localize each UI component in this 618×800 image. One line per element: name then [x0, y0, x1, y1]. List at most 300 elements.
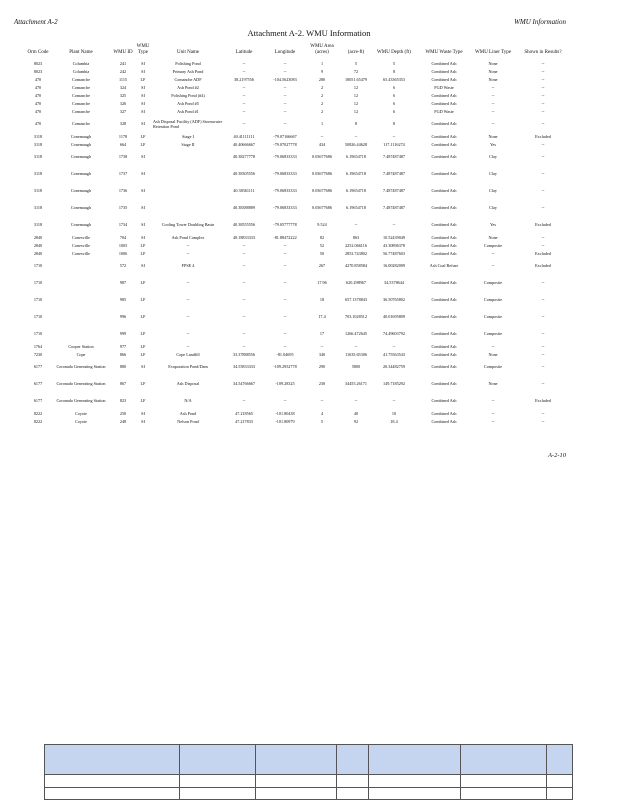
table-cell: -- — [354, 343, 358, 349]
table-cell: -- — [491, 100, 495, 106]
table-row — [26, 375, 574, 392]
table-cell: 572 — [119, 263, 127, 268]
table-cell: -- — [242, 250, 246, 256]
fragment-cell — [255, 787, 337, 799]
table-cell: -- — [242, 314, 246, 319]
table-cell: -- — [283, 242, 287, 248]
table-cell: 12 — [353, 100, 359, 106]
fragment-cell — [337, 787, 369, 799]
table-cell — [50, 308, 112, 325]
table-cell: 18051.65479 — [345, 76, 367, 82]
table-cell — [50, 291, 112, 308]
table-cell: Conemaugh — [70, 154, 92, 159]
table-cell: Comanche ADF — [174, 76, 202, 82]
table-cell: 657.1378843 — [345, 297, 367, 302]
table-cell: LF — [140, 141, 146, 147]
table-cell: -- — [541, 418, 545, 424]
table-cell: 40.38555556 — [233, 222, 255, 227]
table-cell: -- — [541, 297, 545, 302]
column-header: WMU Liner Type — [475, 50, 511, 55]
table-cell: Combined Ash — [431, 418, 457, 424]
table-cell: LF — [140, 351, 146, 357]
table-cell: -- — [541, 280, 545, 285]
table-cell: -- — [491, 84, 495, 90]
wmu-table-head — [26, 44, 574, 59]
table-row — [26, 257, 574, 274]
table-row — [26, 325, 574, 342]
table-cell: None — [488, 234, 498, 240]
table-cell: 38.2197556 — [234, 76, 254, 82]
table-cell: -- — [283, 100, 287, 106]
table-cell: -- — [186, 242, 190, 248]
table-cell: LF — [140, 297, 146, 302]
fragment-header-cell — [461, 745, 547, 775]
table-cell: -- — [186, 250, 190, 256]
table-cell: -- — [354, 398, 358, 403]
table-cell: 470 — [34, 108, 42, 114]
table-cell: 470 — [34, 100, 42, 106]
table-cell: Excluded — [535, 263, 551, 268]
table-cell: -- — [541, 364, 545, 369]
table-cell: 470 — [34, 92, 42, 98]
table-cell: -- — [541, 60, 545, 66]
table-cell: Combined Ash — [431, 364, 457, 369]
table-cell: 340 — [318, 351, 326, 357]
table-cell: 10 — [391, 410, 397, 416]
fragment-header-cell — [337, 745, 369, 775]
table-cell: 328 — [119, 121, 127, 126]
table-row — [26, 417, 574, 425]
table-cell: 8023 — [33, 60, 43, 66]
table-cell: SI — [141, 188, 145, 193]
table-cell: Coronado Generating Station — [56, 364, 106, 369]
table-cell: LF — [140, 76, 146, 82]
table-cell: -- — [491, 250, 495, 256]
table-cell: 52 — [319, 242, 325, 248]
table-cell — [50, 274, 112, 291]
table-cell: 2252.066116 — [345, 242, 367, 248]
table-cell: Clay — [489, 205, 497, 210]
table-cell: 6.19654718 — [346, 171, 366, 176]
table-cell: 34.5378644 — [384, 280, 404, 285]
table-cell: 2840 — [33, 234, 43, 240]
table-cell: -- — [491, 92, 495, 98]
fragment-header-cell — [179, 745, 255, 775]
table-cell: -- — [242, 121, 246, 126]
table-cell: LF — [140, 133, 146, 139]
table-cell: None — [488, 60, 498, 66]
table-cell: -- — [392, 133, 396, 139]
table-cell: 250 — [119, 410, 127, 416]
table-cell: 34.54766667 — [233, 381, 255, 386]
fragment-header-row — [45, 745, 573, 775]
table-cell: 2 — [320, 108, 324, 114]
column-header: Latitude — [235, 50, 253, 55]
table-cell: FGD Waste — [434, 108, 454, 114]
table-cell: Conemaugh — [70, 141, 92, 147]
table-cell: 434 — [318, 141, 326, 147]
table-cell: 72 — [353, 68, 359, 74]
table-cell: Excluded — [535, 222, 551, 227]
table-cell: 242 — [119, 68, 127, 74]
table-cell: 40.40666667 — [233, 141, 255, 147]
table-cell: 16.00282009 — [383, 263, 405, 268]
table-cell: Conemaugh — [70, 205, 92, 210]
table-cell: -- — [283, 297, 287, 302]
table-cell: Combined Ash — [431, 60, 457, 66]
table-row — [26, 350, 574, 358]
table-cell: -101.80438 — [275, 410, 295, 416]
table-cell: -- — [242, 100, 246, 106]
table-cell: 1710 — [33, 297, 43, 302]
table-cell: 12 — [353, 92, 359, 98]
table-cell: Columbia — [72, 60, 90, 66]
table-cell: 0.03677686 — [312, 188, 332, 193]
table-cell: LF — [140, 331, 146, 336]
table-cell: 36.50765802 — [383, 297, 405, 302]
table-cell: None — [488, 68, 498, 74]
table-row — [26, 182, 574, 199]
table-cell: -- — [242, 398, 246, 403]
table-cell: 5 — [392, 60, 396, 66]
table-cell: LF — [140, 343, 146, 349]
table-cell: 470 — [34, 121, 42, 126]
table-cell: 703.1028512 — [345, 314, 367, 319]
table-cell — [152, 165, 224, 182]
fragment-cell — [337, 775, 369, 787]
column-header: WMU Waste Type — [425, 50, 463, 55]
table-cell: SI — [141, 60, 145, 66]
table-cell: Excluded — [535, 133, 551, 139]
table-cell: 6.19654718 — [346, 188, 366, 193]
table-cell: Coyote — [74, 410, 88, 416]
table-cell: 664 — [119, 141, 127, 147]
table-cell: 1738 — [118, 154, 128, 159]
table-cell: Combined Ash — [431, 331, 457, 336]
table-cell: -101.80979 — [275, 418, 295, 424]
table-cell: Conesville — [72, 234, 90, 240]
table-cell: Coronado Generating Station — [56, 381, 106, 386]
table-cell: 74.49603792 — [383, 331, 405, 336]
table-cell — [152, 182, 224, 199]
table-cell: Conemaugh — [70, 222, 92, 227]
table-cell: -81.04695 — [276, 351, 294, 357]
table-cell: 1 — [320, 121, 324, 126]
table-cell: 9.524 — [317, 222, 327, 227]
table-cell: -- — [186, 280, 190, 285]
table-cell: 34.55833333 — [233, 364, 255, 369]
table-cell: 40.38305556 — [233, 171, 255, 176]
table-cell: 17.96 — [317, 280, 327, 285]
table-cell: -109.2952778 — [273, 364, 297, 369]
table-cell: Yes — [489, 222, 497, 227]
table-cell: Ash Pond #2 — [177, 84, 199, 90]
table-cell: -- — [283, 121, 287, 126]
table-cell: -- — [541, 154, 545, 159]
table-cell: Combined Ash — [431, 398, 457, 403]
table-cell: 8 — [392, 121, 396, 126]
table-cell: 4 — [320, 410, 324, 416]
fragment-cell — [461, 775, 547, 787]
table-cell: 1266.472645 — [345, 331, 367, 336]
table-cell: 996 — [119, 314, 127, 319]
table-cell: Composite — [483, 331, 503, 336]
table-cell: -109.28325 — [275, 381, 295, 386]
table-cell: 324 — [119, 84, 127, 90]
table-cell: 2840 — [33, 250, 43, 256]
table-cell: 3118 — [33, 205, 43, 210]
table-cell: Cooling Tower Doubling Basin — [161, 222, 215, 227]
table-cell: -79.06833333 — [273, 205, 297, 210]
table-cell: 704 — [119, 234, 127, 240]
table-cell: Combined Ash — [431, 250, 457, 256]
table-cell: Ash Pond #1 — [177, 108, 199, 114]
table-cell: Comanche — [72, 100, 90, 106]
table-cell: 11635.65306 — [345, 351, 367, 357]
table-cell: -- — [491, 263, 495, 268]
table-cell: -- — [392, 343, 396, 349]
table-cell: 8 — [354, 121, 358, 126]
table-cell: -- — [283, 263, 287, 268]
table-row — [26, 67, 574, 75]
table-cell: 47.218565 — [235, 410, 253, 416]
table-cell: 0.03677686 — [312, 154, 332, 159]
running-header-left: Attachment A-2 — [14, 18, 58, 26]
table-cell: -- — [541, 242, 545, 248]
column-header: Unit Name — [176, 50, 200, 55]
fragment-row — [45, 787, 573, 799]
table-cell: 41.75563543 — [383, 351, 405, 357]
table-cell: -- — [541, 381, 545, 386]
column-header: WMU Type — [136, 44, 150, 55]
table-cell: 1710 — [33, 280, 43, 285]
table-cell: SI — [141, 418, 145, 424]
table-cell: 230 — [318, 381, 326, 386]
table-cell: 1710 — [33, 314, 43, 319]
table-cell: -- — [283, 314, 287, 319]
table-cell: Evaporation Pond/Dam — [168, 364, 208, 369]
table-cell: Comanche — [72, 76, 90, 82]
table-cell: 3118 — [33, 141, 43, 147]
fragment-cell — [369, 787, 461, 799]
table-cell: SI — [141, 234, 145, 240]
table-cell: 149.7185292 — [383, 381, 405, 386]
table-cell: Combined Ash — [431, 76, 457, 82]
fragment-header-cell — [45, 745, 180, 775]
table-cell: -- — [320, 343, 324, 349]
table-cell: Coronado Generating Station — [56, 398, 106, 403]
table-cell: 40.38361111 — [233, 188, 255, 193]
table-cell: 7.487487487 — [383, 205, 405, 210]
table-cell: 470 — [34, 76, 42, 82]
table-cell: -- — [541, 141, 545, 147]
table-cell: 1710 — [33, 331, 43, 336]
table-cell: Conemaugh — [70, 188, 92, 193]
table-cell: -- — [491, 121, 495, 126]
table-cell — [50, 257, 112, 274]
table-cell: 2853.743802 — [345, 250, 367, 256]
table-cell: FPSE 4 — [181, 263, 195, 268]
table-cell: SI — [141, 92, 145, 98]
table-cell: Combined Ash — [431, 280, 457, 285]
table-cell: SI — [141, 410, 145, 416]
table-cell: Nelson Pond — [177, 418, 199, 424]
table-cell: Cope — [76, 351, 86, 357]
table-cell: Ash Pond Complex — [171, 234, 205, 240]
fragment-cell — [255, 775, 337, 787]
table-cell: Combined Ash — [431, 381, 457, 386]
table-cell: -79.06833333 — [273, 154, 297, 159]
table-cell: Combined Ash — [431, 222, 457, 227]
table-cell: Combined Ash — [431, 121, 457, 126]
wmu-table-body — [26, 59, 574, 425]
table-row — [26, 148, 574, 165]
table-cell: -- — [283, 280, 287, 285]
table-cell: -- — [283, 108, 287, 114]
table-cell: Clay — [489, 171, 497, 176]
table-cell: 470 — [34, 84, 42, 90]
table-cell: -- — [283, 68, 287, 74]
table-row — [26, 91, 574, 99]
table-cell: 82 — [319, 234, 325, 240]
table-cell: SI — [141, 100, 145, 106]
table-cell: 47.217833 — [235, 418, 253, 424]
table-cell: -- — [242, 297, 246, 302]
table-cell: 10.52439049 — [383, 234, 405, 240]
table-cell: -- — [541, 121, 545, 126]
table-cell: Combined Ash — [431, 68, 457, 74]
table-cell: Composite — [483, 280, 503, 285]
table-cell: 8222 — [33, 410, 43, 416]
table-cell: 3118 — [33, 133, 43, 139]
table-cell: 7230 — [33, 351, 43, 357]
table-cell: -- — [541, 205, 545, 210]
table-cell: 40 — [353, 410, 359, 416]
table-cell: 1178 — [118, 133, 128, 139]
table-cell: LF — [140, 381, 146, 386]
table-row — [26, 249, 574, 257]
table-cell: -- — [283, 331, 287, 336]
table-cell: SI — [141, 171, 145, 176]
fragment-cell — [369, 775, 461, 787]
table-cell: LF — [140, 398, 146, 403]
table-cell: -- — [283, 398, 287, 403]
table-cell: Conemaugh — [70, 171, 92, 176]
table-cell: 267 — [318, 263, 326, 268]
table-cell: 117.1116274 — [383, 141, 405, 147]
table-cell: 40.41111111 — [233, 133, 255, 139]
table-cell: 0.03677686 — [312, 171, 332, 176]
table-cell: 8 — [392, 68, 396, 74]
table-cell: Composite — [483, 242, 503, 248]
table-cell: 6.19654718 — [346, 205, 366, 210]
table-cell: Ash Pond #5 — [177, 100, 199, 106]
table-cell: Combined Ash — [431, 343, 457, 349]
table-cell: -- — [541, 171, 545, 176]
table-cell: -- — [491, 410, 495, 416]
table-cell: -- — [186, 343, 190, 349]
table-cell: Combined Ash — [431, 234, 457, 240]
table-cell: Stage II — [181, 141, 195, 147]
table-cell: 12 — [353, 108, 359, 114]
table-row — [26, 358, 574, 375]
column-header: WMU ID — [113, 50, 133, 55]
table-cell: 8023 — [33, 68, 43, 74]
table-cell: 7.487487487 — [383, 154, 405, 159]
table-cell: -- — [541, 410, 545, 416]
table-cell: -- — [541, 234, 545, 240]
table-cell: 3118 — [33, 222, 43, 227]
table-cell: Combined Ash — [431, 205, 457, 210]
table-cell: None — [488, 381, 498, 386]
table-cell: None — [488, 76, 498, 82]
table-cell: -- — [242, 331, 246, 336]
table-cell: None — [488, 351, 498, 357]
table-cell: 1737 — [118, 171, 128, 176]
table-cell: -- — [186, 314, 190, 319]
table-cell: Conemaugh — [70, 133, 92, 139]
table-cell: 6.19654718 — [346, 154, 366, 159]
table-cell: 50826.44628 — [345, 141, 367, 147]
table-row — [26, 241, 574, 249]
table-cell: -- — [320, 133, 324, 139]
table-row — [26, 59, 574, 67]
table-cell: -79.06833333 — [273, 171, 297, 176]
table-row — [26, 291, 574, 308]
table-row — [26, 165, 574, 182]
table-cell: Composite — [483, 314, 503, 319]
table-cell: 863 — [352, 234, 360, 240]
table-cell: -- — [392, 222, 396, 227]
fragment-cell — [547, 775, 573, 787]
table-cell: 6177 — [33, 398, 43, 403]
table-cell: 50 — [319, 250, 325, 256]
fragment-header-cell — [255, 745, 337, 775]
table-cell: Combined Ash — [431, 314, 457, 319]
table-cell: 280 — [318, 76, 326, 82]
table-cell: 1764 — [33, 343, 43, 349]
table-cell: Combined Ash — [431, 154, 457, 159]
table-cell — [152, 199, 224, 216]
table-cell: Ash Disposal Facility (ADF) Stormwater Retention Pond — [153, 118, 223, 129]
table-cell: 241 — [119, 60, 127, 66]
table-cell: 985 — [119, 297, 127, 302]
table-cell: -- — [541, 343, 545, 349]
table-cell: 3118 — [33, 154, 43, 159]
table-cell: 0.03677686 — [312, 205, 332, 210]
page-title: Attachment A-2. WMU Information — [247, 28, 371, 38]
table-cell: 1 — [320, 60, 324, 66]
table-cell: -- — [541, 68, 545, 74]
table-cell: -104.5623083 — [273, 76, 297, 82]
table-cell: -- — [242, 68, 246, 74]
table-cell: 1734 — [118, 222, 128, 227]
table-cell: 12 — [353, 84, 359, 90]
table-cell: Primary Ash Pond — [172, 68, 204, 74]
table-cell: 7.487487487 — [383, 171, 405, 176]
table-cell: 1710 — [33, 263, 43, 268]
table-cell: -- — [283, 343, 287, 349]
table-cell: 1006 — [118, 250, 128, 256]
table-cell — [50, 325, 112, 342]
fragment-cell — [179, 787, 255, 799]
table-cell: 3118 — [33, 188, 43, 193]
table-cell: 6177 — [33, 381, 43, 386]
table-cell: 2 — [320, 92, 324, 98]
table-cell: 290 — [318, 364, 326, 369]
table-cell: Ash Pond — [179, 410, 197, 416]
table-cell: Composite — [483, 364, 503, 369]
